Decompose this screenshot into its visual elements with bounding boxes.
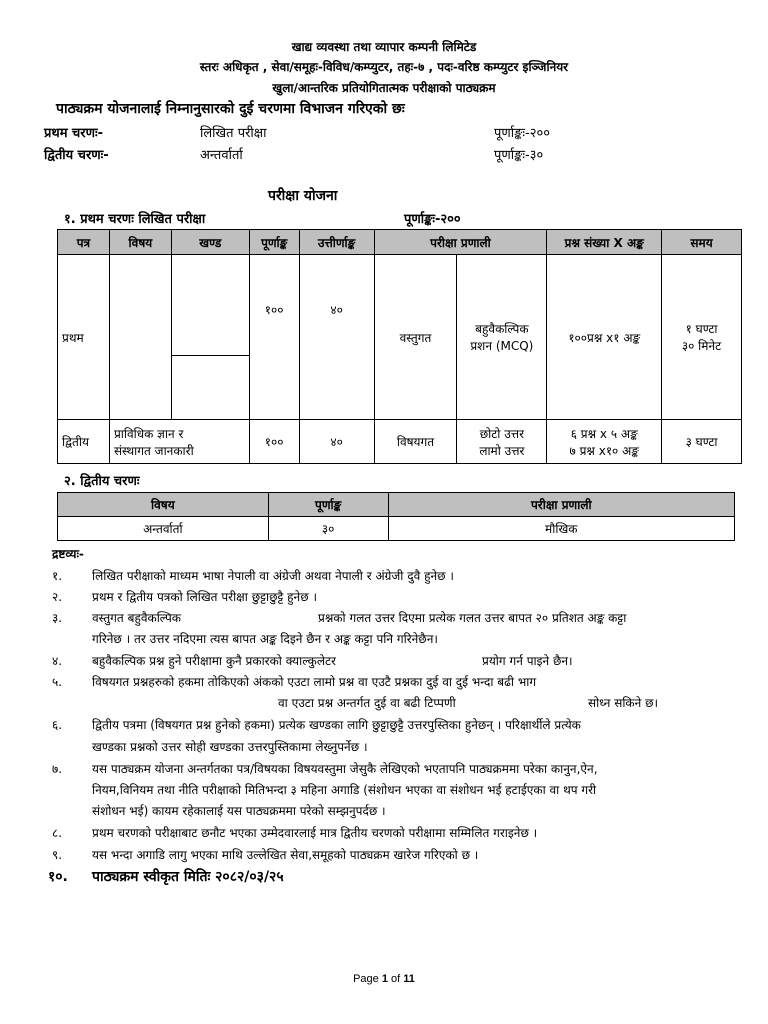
scheme-title: परीक्षा योजना: [268, 188, 338, 204]
note-number: ८.: [52, 826, 63, 840]
note-3-line-1: वस्तुगत बहुवैकल्पिक: [92, 611, 181, 625]
col-header-subject: विषय: [109, 230, 171, 255]
note-number: ३.: [52, 611, 63, 625]
col-header-pass-marks: उत्तीर्णाङ्क: [299, 230, 374, 255]
note-7-line-1: यस पाठ्यक्रम योजना अन्तर्गतका पत्र/विषयका विषयवस्तुमा जेसुकै लेखिएको भएतापनि पाठ्यक्रममा परेका कानुन,ऐन,: [92, 762, 598, 776]
note-number: ६.: [52, 718, 63, 732]
row1-time: १ घण्टा ३० मिनेट: [662, 255, 742, 420]
note-2-line-1: प्रथम र द्वितीय पत्रको लिखित परीक्षा छुट्टाछुट्टै हुनेछ ।: [92, 590, 317, 604]
approval-date: पाठ्यक्रम स्वीकृत मितिः २०८२/०३/२५: [92, 869, 284, 885]
row1-full-marks: १००: [249, 255, 299, 420]
page-prefix: Page: [353, 973, 382, 985]
row2-method: विषयगत: [374, 420, 457, 464]
col-header-exam-method: परीक्षा प्रणाली: [374, 230, 547, 255]
note-6-line-2: खण्डका प्रश्नको उत्तर सोही खण्डका उत्तरपुस्तिकामा लेख्नुपर्नेछ ।: [92, 740, 368, 754]
phase2-value: अन्तर्वार्ता: [200, 148, 243, 163]
note-7-line-2: नियम,विनियम तथा नीति परीक्षाको मितिभन्दा ३ महिना अगाडि (संशोधन भएका वा संशोधन भई हटाईएका वा थप गरी: [92, 783, 597, 797]
t2-full-marks: ३०: [268, 517, 388, 541]
phase2-label: द्वितीय चरणः-: [44, 148, 109, 163]
row2-question-count: ६ प्रश्न x ५ अङ्क ७ प्रश्न x१० अङ्क: [547, 420, 662, 464]
note-3-line-1b: प्रश्नको गलत उत्तर दिएमा प्रत्येक गलत उत्तर बापत २० प्रतिशत अङ्क कट्टा: [318, 611, 627, 625]
col-header-time: समय: [662, 230, 742, 255]
section1-title: १. प्रथम चरणः लिखित परीक्षा: [64, 212, 206, 227]
t2-header-full-marks: पूर्णाङ्क: [268, 493, 388, 517]
row2-pass-marks: ४०: [299, 420, 374, 464]
exam-syllabus-line: खुला/आन्तरिक प्रतियोगितात्मक परीक्षाको पाठ्यक्रम: [272, 81, 496, 95]
note-4-line-1: बहुवैकल्पिक प्रश्न हुने परीक्षामा कुनै प्रकारको क्याल्कुलेटर: [92, 654, 336, 668]
level-service-line: स्तरः अधिकृत , सेवा/समूहः-विविध/कम्प्युटर, तहः-७ , पदः-वरिष्ठ कम्प्युटर इञ्जिनियर: [199, 60, 569, 74]
note-8-line-1: प्रथम चरणको परीक्षाबाट छनौट भएका उम्मेदवारलाई मात्र द्वितीय चरणको परीक्षामा सम्मिलित गराइनेछ ।: [92, 826, 538, 840]
written-exam-table: [57, 229, 742, 464]
phase1-label: प्रथम चरणः-: [44, 126, 103, 141]
note-number: ५.: [52, 675, 63, 689]
col-header-paper: पत्र: [58, 230, 110, 255]
note-number: ७.: [52, 762, 63, 776]
row1-section-a: [171, 255, 249, 356]
row2-time: ३ घण्टा: [662, 420, 742, 464]
total-pages: 11: [403, 973, 415, 985]
t2-header-subject: विषय: [58, 493, 269, 517]
interview-table: [57, 492, 735, 541]
note-number: ९.: [52, 848, 63, 862]
section1-marks: पूर्णाङ्कः-२००: [404, 212, 461, 227]
row1-method: वस्तुगत: [374, 255, 457, 420]
row1-section-b: [171, 356, 249, 420]
phase1-marks: पूर्णाङ्कः-२००: [494, 126, 550, 141]
t2-exam-method: मौखिक: [388, 517, 734, 541]
note-6-line-1: द्वितीय पत्रमा (विषयगत प्रश्न हुनेको हकमा) प्रत्येक खण्डका लागि छुट्टाछुट्टै उत्तरपुस्तिका हुनेछन् । परिक्षार्थीले प्रत्येक: [92, 718, 581, 732]
current-page: 1: [381, 973, 388, 985]
t2-header-exam-method: परीक्षा प्रणाली: [388, 493, 734, 517]
note-5-line-1: विषयगत प्रश्नहरुको हकमा तोकिएको अंकको एउटा लामो प्रश्न वा एउटै प्रश्नका दुई वा दुई भन्दा बढी भाग: [92, 675, 537, 689]
section2-title: २. द्वितीय चरणः: [64, 474, 140, 489]
phase1-value: लिखित परीक्षा: [200, 126, 267, 141]
t2-subject: अन्तर्वार्ता: [58, 517, 269, 541]
intro-text: पाठ्यक्रम योजनालाई निम्नानुसारको दुई चरणमा विभाजन गरिएको छः: [56, 101, 405, 117]
row2-subject: प्राविधिक ज्ञान र संस्थागत जानकारी: [109, 420, 249, 464]
row1-question-count: १००प्रश्न x१ अङ्क: [547, 255, 662, 420]
note-number: ४.: [52, 654, 63, 668]
col-header-question-count: प्रश्न संख्या X अङ्क: [547, 230, 662, 255]
note-9-line-1: यस भन्दा अगाडि लागु भएका माथि उल्लेखित सेवा,समूहको पाठ्यक्रम खारेज गरिएको छ ।: [92, 848, 479, 862]
row1-pass-marks: ४०: [299, 255, 374, 420]
phase2-marks: पूर्णाङ्कः-३०: [494, 148, 544, 163]
col-header-section: खण्ड: [171, 230, 249, 255]
note-number: १.: [52, 569, 63, 583]
col-header-full-marks: पूर्णाङ्क: [249, 230, 299, 255]
page-number: [0, 973, 768, 985]
row1-paper: प्रथम: [58, 255, 110, 420]
note-3-line-2: गरिनेछ । तर उत्तर नदिएमा त्यस बापत अङ्क दिइने छैन र अङ्क कट्टा पनि गरिनेछैन।: [92, 632, 438, 646]
note-7-line-3: संशोधन भई) कायम रहेकालाई यस पाठ्यक्रममा परेको सम्झनुपर्दछ ।: [92, 804, 386, 818]
row2-type: छोटो उत्तर लामो उत्तर: [457, 420, 547, 464]
note-5-line-2b: सोध्न सकिने छ।: [588, 696, 659, 710]
company-title: खाद्य व्यवस्था तथा व्यापार कम्पनी लिमिटेड: [291, 40, 477, 54]
row2-full-marks: १००: [249, 420, 299, 464]
note-1-line-1: लिखित परीक्षाको माध्यम भाषा नेपाली वा अंग्रेजी अथवा नेपाली र अंग्रेजी दुवै हुनेछ ।: [92, 569, 454, 583]
row1-subject: [109, 255, 171, 420]
row1-type: बहुवैकल्पिक प्रशन (MCQ): [457, 255, 547, 420]
notes-title: द्रष्टव्यः-: [52, 547, 84, 561]
note-number: १०.: [48, 869, 68, 885]
note-4-line-1b: प्रयोग गर्न पाइने छैन।: [482, 654, 573, 668]
note-5-line-2: वा एउटा प्रश्न अन्तर्गत दुई वा बढी टिप्पणी: [278, 696, 456, 710]
row2-paper: द्वितीय: [58, 420, 110, 464]
page-of: of: [387, 973, 404, 985]
note-number: २.: [52, 590, 63, 604]
